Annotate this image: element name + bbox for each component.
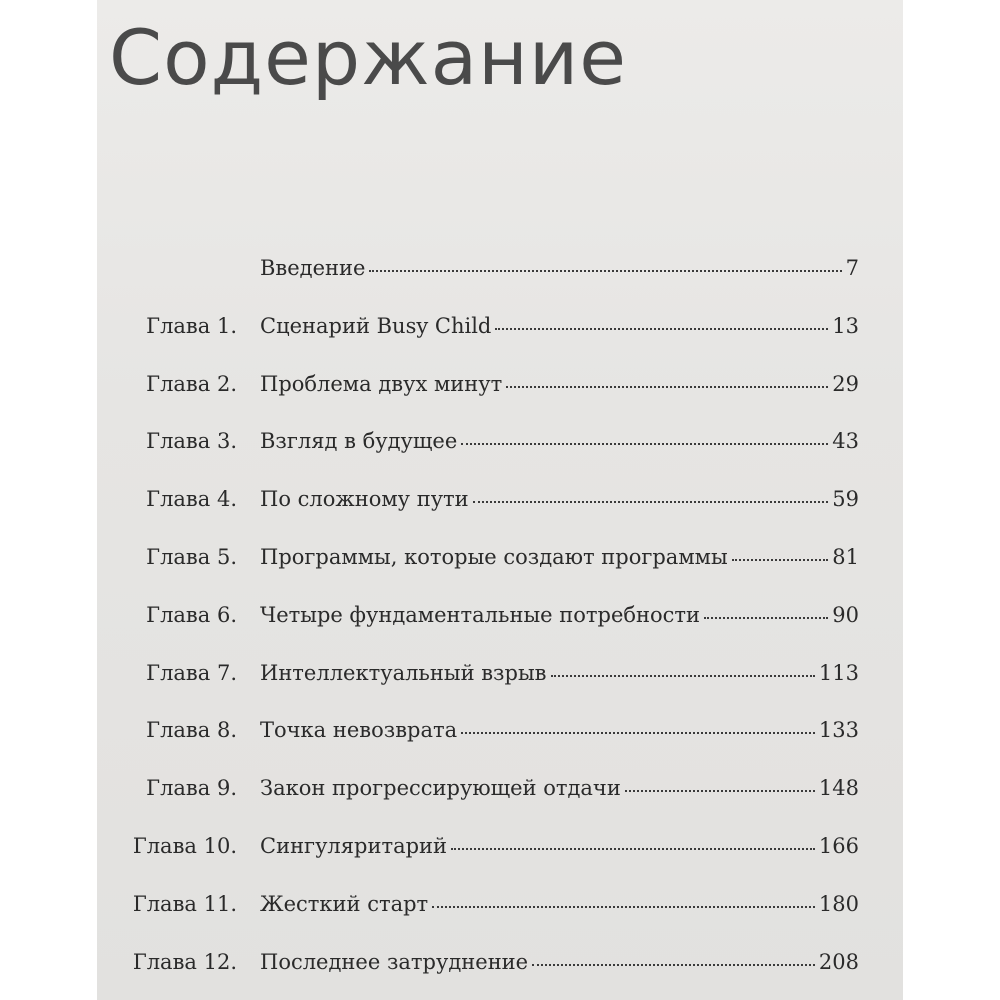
dot-leader	[704, 616, 828, 619]
chapter-number: Глава 2.	[146, 371, 237, 396]
dot-leader	[506, 385, 828, 388]
dot-leader	[551, 674, 815, 677]
toc-entry-intro	[97, 248, 903, 306]
chapter-title: Сценарий Busy Child	[260, 313, 492, 338]
chapter-number: Глава 7.	[146, 660, 237, 685]
toc-entry-chapter-4	[97, 479, 903, 537]
toc-entry	[260, 545, 859, 569]
chapter-title: Жесткий старт	[260, 891, 429, 916]
chapter-number: Глава 10.	[132, 833, 237, 858]
page-number: 166	[818, 833, 859, 858]
toc-entry-chapter-7	[97, 653, 903, 711]
toc-entry	[260, 429, 859, 453]
toc-entry	[260, 776, 859, 800]
table-of-contents	[97, 248, 903, 999]
toc-entry	[260, 603, 859, 627]
toc-entry	[260, 314, 859, 338]
chapter-number: Глава 8.	[146, 718, 237, 743]
page-number: 148	[818, 776, 859, 801]
chapter-title: Интеллектуальный взрыв	[260, 660, 547, 685]
toc-entry-chapter-5	[97, 537, 903, 595]
chapter-title: Четыре фундаментальные потребности	[260, 602, 701, 627]
dot-leader	[369, 269, 841, 272]
toc-entry	[260, 661, 859, 685]
dot-leader	[473, 500, 829, 503]
dot-leader	[461, 731, 815, 734]
chapter-title: Сингуляритарий	[260, 833, 448, 858]
page-number: 29	[832, 371, 859, 396]
chapter-number: Глава 6.	[146, 602, 237, 627]
toc-entry-chapter-11	[97, 884, 903, 942]
toc-entry-chapter-6	[97, 595, 903, 653]
page-number: 180	[818, 891, 859, 916]
toc-entry	[260, 834, 859, 858]
chapter-number: Глава 3.	[146, 429, 237, 454]
dot-leader	[451, 847, 815, 850]
toc-entry-chapter-2	[97, 364, 903, 422]
toc-entry	[260, 950, 859, 974]
toc-entry-chapter-9	[97, 768, 903, 826]
dot-leader	[625, 789, 815, 792]
dot-leader	[432, 905, 815, 908]
page-number: 113	[818, 660, 859, 685]
page-number: 133	[818, 718, 859, 743]
chapter-number: Глава 5.	[146, 544, 237, 569]
dot-leader	[495, 327, 828, 330]
toc-entry-chapter-12	[97, 942, 903, 1000]
chapter-number: Глава 11.	[132, 891, 237, 916]
dot-leader	[461, 442, 828, 445]
chapter-title: Проблема двух минут	[260, 371, 503, 396]
chapter-title: По сложному пути	[260, 487, 469, 512]
toc-entry	[260, 256, 859, 280]
page-number: 43	[832, 429, 859, 454]
toc-entry-chapter-8	[97, 710, 903, 768]
book-page	[97, 0, 903, 1000]
toc-entry	[260, 718, 859, 742]
page-number: 81	[832, 544, 859, 569]
chapter-number: Глава 12.	[132, 949, 237, 974]
toc-entry	[260, 372, 859, 396]
chapter-title: Взгляд в будущее	[260, 429, 458, 454]
chapter-title: Программы, которые создают программы	[260, 544, 728, 569]
chapter-number: Глава 1.	[146, 313, 237, 338]
toc-entry-chapter-10	[97, 826, 903, 884]
chapter-title: Точка невозврата	[260, 718, 458, 743]
toc-entry	[260, 892, 859, 916]
toc-entry-chapter-3	[97, 421, 903, 479]
dot-leader	[532, 963, 815, 966]
chapter-title: Закон прогрессирующей отдачи	[260, 776, 621, 801]
chapter-number: Глава 9.	[146, 776, 237, 801]
page-title: Содержание	[109, 13, 627, 102]
page-number: 208	[818, 949, 859, 974]
page-number: 13	[832, 313, 859, 338]
chapter-title: Введение	[260, 256, 366, 280]
page-number: 90	[832, 602, 859, 627]
page-number: 7	[845, 256, 859, 280]
dot-leader	[732, 558, 829, 561]
chapter-number: Глава 4.	[146, 487, 237, 512]
toc-entry-chapter-1	[97, 306, 903, 364]
toc-entry	[260, 487, 859, 511]
chapter-title: Последнее затруднение	[260, 949, 529, 974]
page-number: 59	[832, 487, 859, 512]
